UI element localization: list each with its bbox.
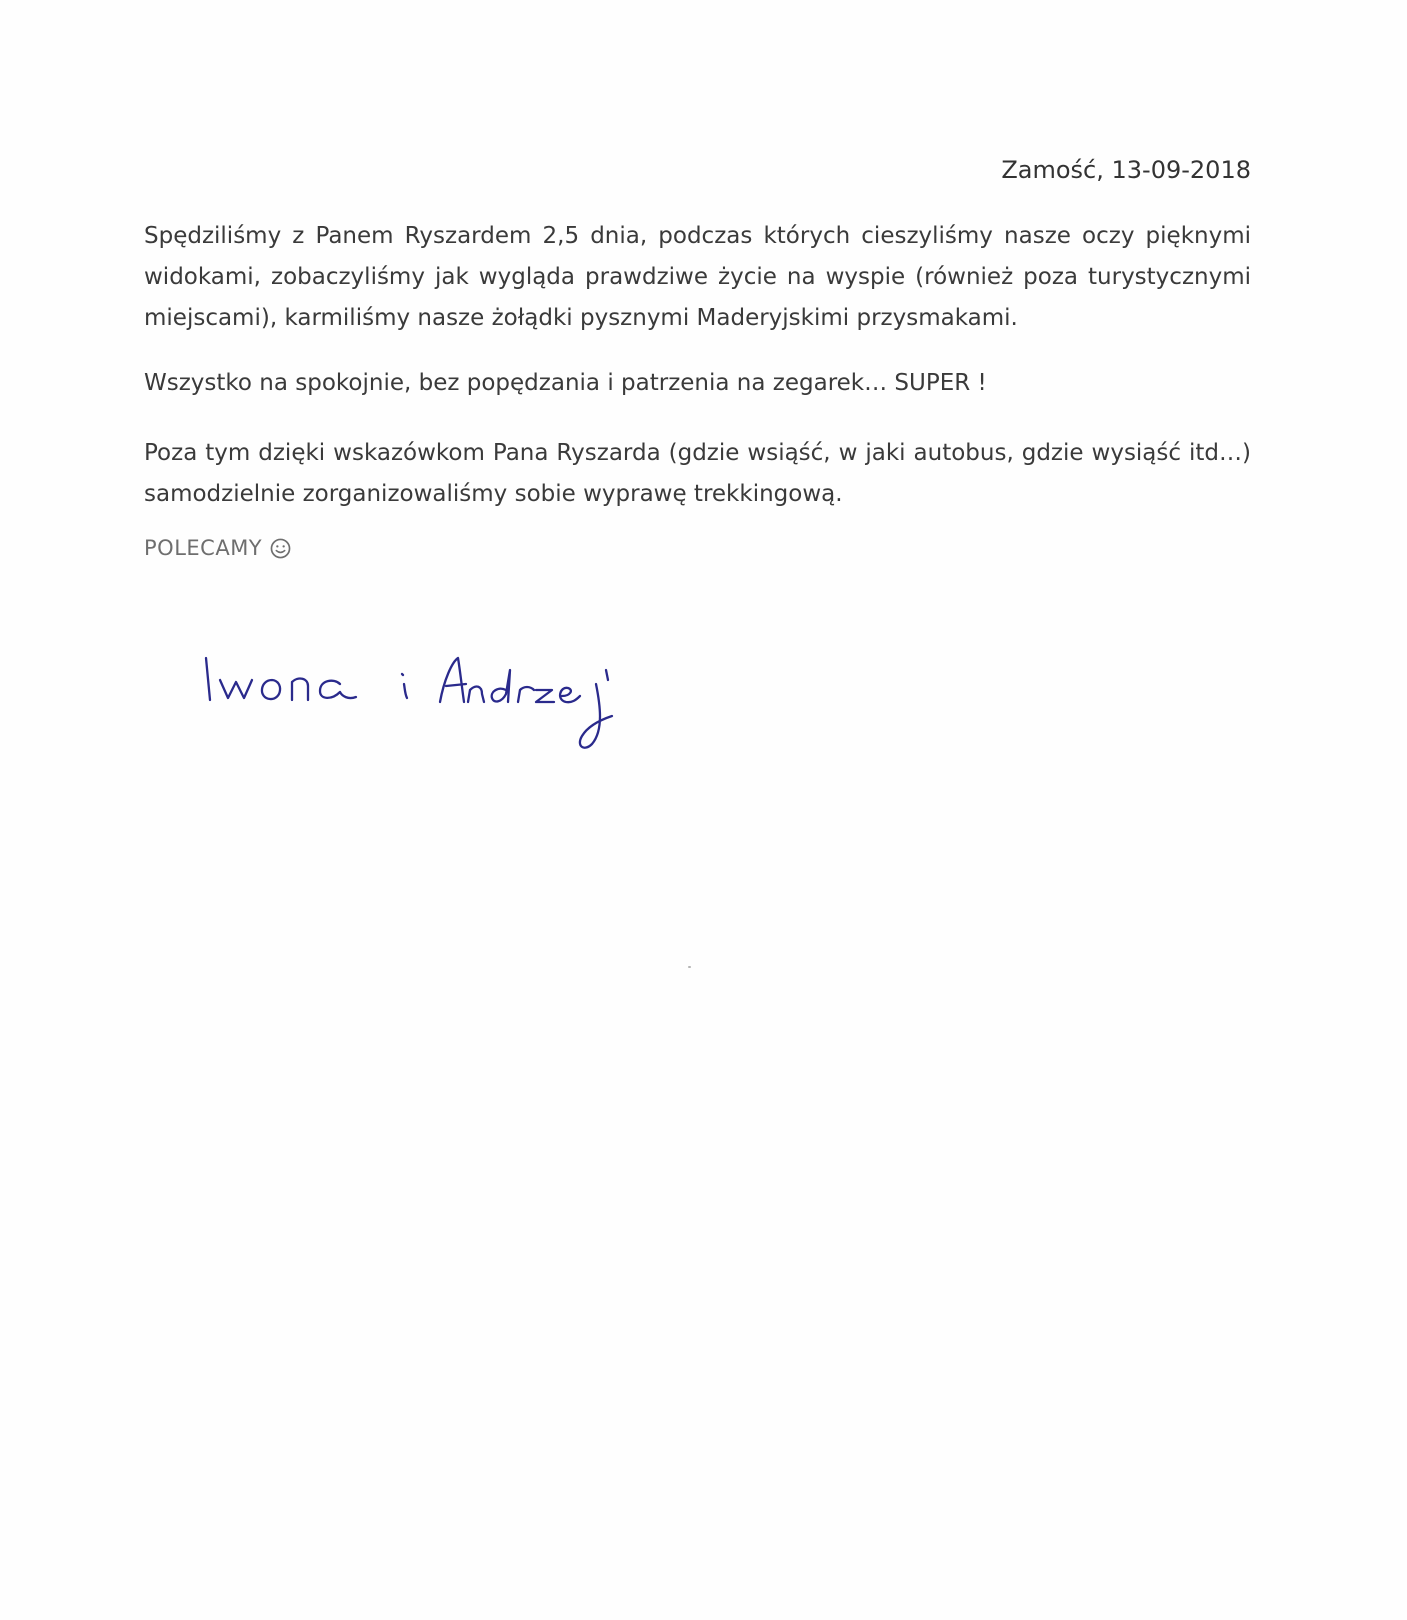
- recommendation-text: POLECAMY: [144, 536, 263, 560]
- paragraph-2: Wszystko na spokojnie, bez popędzania i patrzenia na zegarek… SUPER !: [144, 370, 987, 396]
- smiley-icon: [270, 538, 291, 559]
- recommendation: [144, 536, 291, 560]
- paragraph-1: Spędziliśmy z Panem Ryszardem 2,5 dnia, podczas których cieszyliśmy nasze oczy pięknymi widokami, zobaczyliśmy jak wygląda prawdziwe życie na wyspie (również poza turystycznymi miejscami), karmiliśmy nasze żołądki pysznymi Maderyjskimi przysmakami.: [144, 223, 1251, 331]
- scan-speck: [688, 966, 691, 968]
- date-line: Zamość, 13-09-2018: [1001, 156, 1251, 184]
- handwritten-signature: [200, 640, 660, 760]
- paragraph-3: Poza tym dzięki wskazówkom Pana Ryszarda (gdzie wsiąść, w jaki autobus, gdzie wysiąść itd…) samodzielnie zorganizowaliśmy sobie wyprawę trekkingową.: [144, 440, 1251, 507]
